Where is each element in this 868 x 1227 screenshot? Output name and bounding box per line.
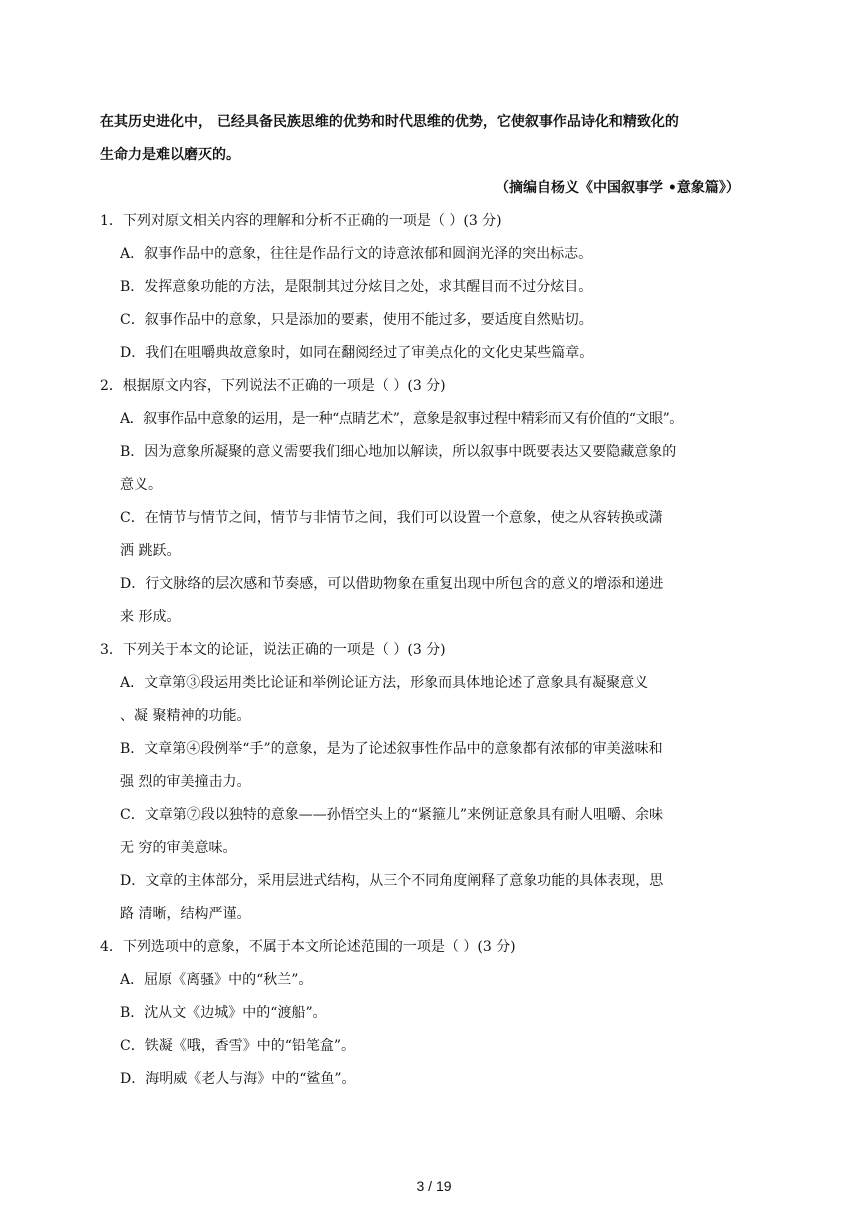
question-2-option-c: C．在情节与情节之间，情节与非情节之间，我们可以设置一个意象，使之从容转换或潇 [120, 510, 663, 526]
question-3-stem: 3．下列关于本文的论证，说法正确的一项是（ ）(3 分) [100, 642, 446, 658]
passage-line-2: 生命力是难以磨灭的。 [100, 147, 240, 163]
passage-source: （摘编自杨义《中国叙事学 •意象篇》） [495, 180, 740, 196]
question-3-option-a-cont: 、凝 聚精神的功能。 [120, 708, 251, 724]
passage-line-1: 在其历史进化中， 已经具备民族思维的优势和时代思维的优势，它使叙事作品诗化和精致化的 [100, 114, 679, 130]
question-3-option-a: A．文章第③段运用类比论证和举例论证方法，形象而具体地论述了意象具有凝聚意义 [120, 675, 649, 691]
question-1-stem: 1．下列对原文相关内容的理解和分析不正确的一项是（ ）(3 分) [100, 213, 502, 229]
question-3-option-d-cont: 路 清晰，结构严谨。 [120, 906, 251, 922]
question-2-option-b-cont: 意义。 [120, 477, 162, 493]
question-4-option-c: C．铁凝《哦，香雪》中的“铅笔盒”。 [120, 1038, 356, 1054]
question-1-option-a: A．叙事作品中的意象，往往是作品行文的诗意浓郁和圆润光泽的突出标志。 [120, 246, 593, 262]
question-4-option-a: A．屈原《离骚》中的“秋兰”。 [120, 972, 313, 988]
question-1-option-b: B．发挥意象功能的方法，是限制其过分炫目之处，求其醒目而不过分炫目。 [120, 279, 593, 295]
question-3-option-b: B．文章第④段例举“手”的意象，是为了论述叙事性作品中的意象都有浓郁的审美滋味和 [120, 741, 663, 757]
question-3-option-d: D．文章的主体部分，采用层进式结构，从三个不同角度阐释了意象功能的具体表现，思 [120, 873, 664, 889]
question-1-option-d: D．我们在咀嚼典故意象时，如同在翻阅经过了审美点化的文化史某些篇章。 [120, 345, 594, 361]
question-3-option-c-cont: 无 穷的审美意味。 [120, 840, 237, 856]
question-1-option-c: C．叙事作品中的意象，只是添加的要素，使用不能过多，要适度自然贴切。 [120, 312, 593, 328]
question-4-stem: 4．下列选项中的意象，不属于本文所论述范围的一项是（ ）(3 分) [100, 939, 516, 955]
question-4-option-d: D．海明威《老人与海》中的“鲨鱼”。 [120, 1071, 356, 1087]
question-2-option-c-cont: 洒 跳跃。 [120, 543, 181, 559]
question-2-option-d: D．行文脉络的层次感和节奏感，可以借助物象在重复出现中所包含的意义的增添和递进 [120, 576, 664, 592]
question-2-stem: 2．根据原文内容，下列说法不正确的一项是（ ）(3 分) [100, 378, 446, 394]
question-3-option-c: C．文章第⑦段以独特的意象——孙悟空头上的“紧箍儿”来例证意象具有耐人咀嚼、余味 [120, 807, 664, 823]
question-2-option-d-cont: 来 形成。 [120, 609, 181, 625]
page-number: 3 / 19 [416, 1178, 452, 1194]
question-2-option-a: A．叙事作品中意象的运用，是一种“点睛艺术”，意象是叙事过程中精彩而又有价值的“文眼”。 [120, 411, 683, 427]
question-2-option-b: B．因为意象所凝聚的意义需要我们细心地加以解读，所以叙事中既要表达又要隐藏意象的 [120, 444, 677, 460]
question-4-option-b: B．沈从文《边城》中的“渡船”。 [120, 1005, 327, 1021]
question-3-option-b-cont: 强 烈的审美撞击力。 [120, 774, 251, 790]
